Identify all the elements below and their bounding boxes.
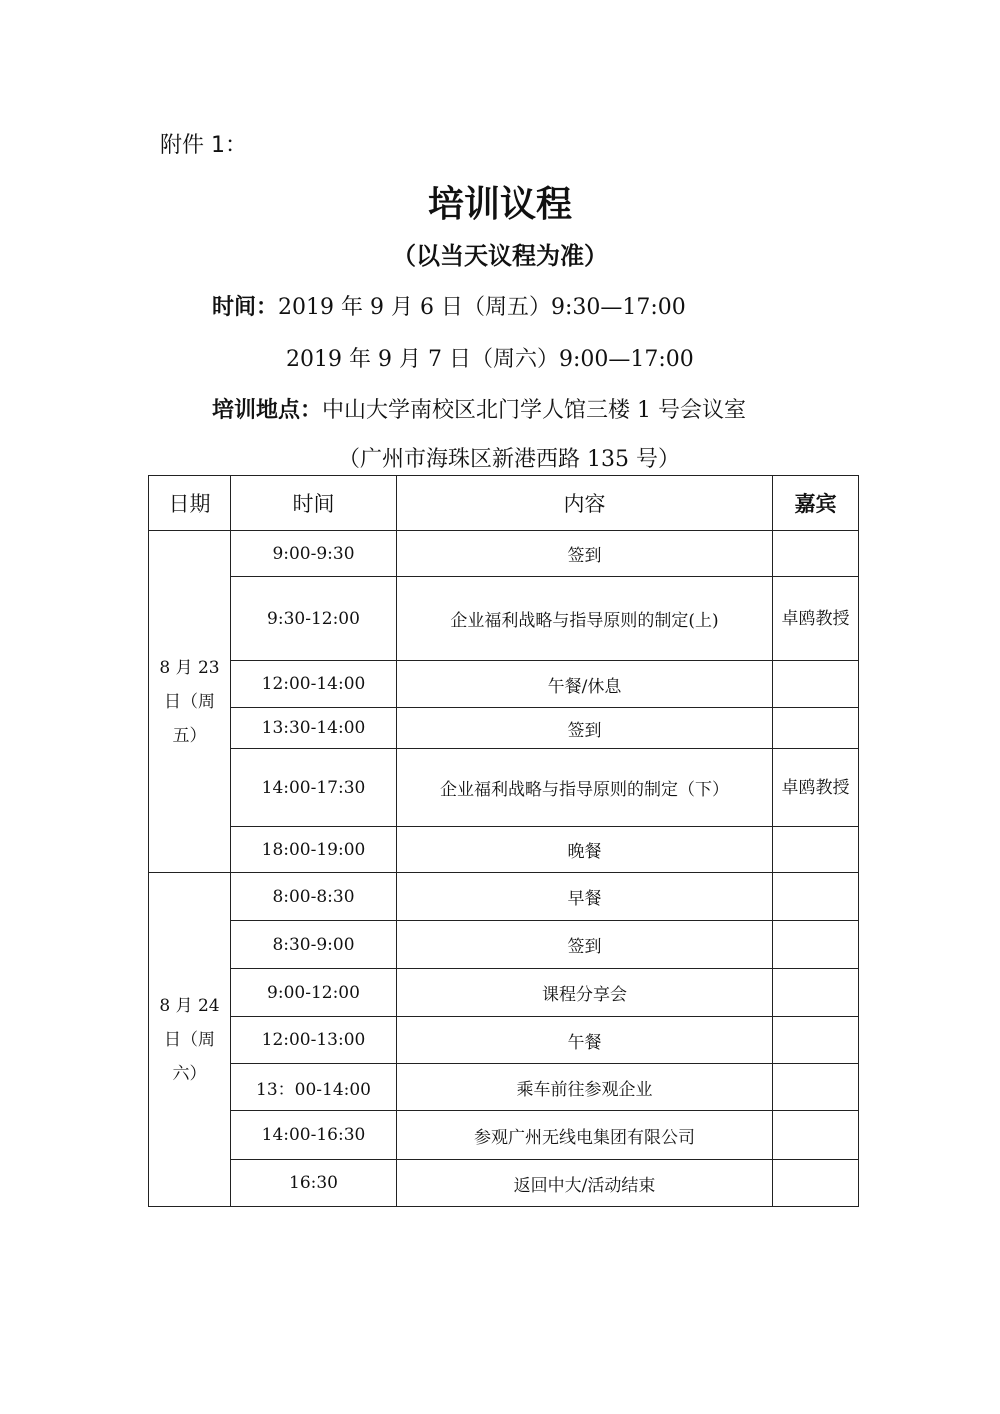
guest-cell bbox=[773, 873, 859, 921]
content-cell: 返回中大/活动结束 bbox=[397, 1160, 773, 1207]
table-row bbox=[149, 708, 859, 749]
table-row bbox=[149, 1064, 859, 1111]
guest-cell: 卓鸥教授 bbox=[773, 749, 859, 827]
guest-cell bbox=[773, 661, 859, 708]
table-row bbox=[149, 661, 859, 708]
content-cell: 签到 bbox=[397, 921, 773, 969]
time-cell: 12:00-14:00 bbox=[231, 661, 397, 708]
time-cell: 16:30 bbox=[231, 1160, 397, 1207]
time-cell: 12:00-13:00 bbox=[231, 1017, 397, 1064]
content-cell: 签到 bbox=[397, 531, 773, 577]
guest-cell bbox=[773, 827, 859, 873]
guest-cell bbox=[773, 921, 859, 969]
time-cell: 14:00-16:30 bbox=[231, 1111, 397, 1160]
agenda-table bbox=[148, 475, 859, 1207]
time-cell: 8:30-9:00 bbox=[231, 921, 397, 969]
content-cell: 企业福利战略与指导原则的制定（下） bbox=[397, 749, 773, 827]
guest-cell bbox=[773, 708, 859, 749]
page-subtitle: （以当天议程为准） bbox=[392, 242, 608, 270]
table-row bbox=[149, 969, 859, 1017]
header-time: 时间 bbox=[231, 476, 397, 531]
header-content: 内容 bbox=[397, 476, 773, 531]
time-day1: 2019 年 9 月 6 日（周五）9:30—17:00 bbox=[278, 295, 686, 320]
content-cell: 午餐/休息 bbox=[397, 661, 773, 708]
table-row bbox=[149, 1111, 859, 1160]
attachment-label: 附件 1： bbox=[160, 133, 247, 158]
time-line-day1 bbox=[212, 290, 686, 321]
table-row bbox=[149, 873, 859, 921]
location-label: 培训地点： bbox=[212, 398, 323, 423]
header-guest: 嘉宾 bbox=[773, 476, 859, 531]
content-cell: 企业福利战略与指导原则的制定(上) bbox=[397, 577, 773, 661]
table-row bbox=[149, 531, 859, 577]
guest-cell bbox=[773, 1160, 859, 1207]
time-cell: 13:30-14:00 bbox=[231, 708, 397, 749]
guest-cell bbox=[773, 969, 859, 1017]
time-label: 时间： bbox=[212, 295, 279, 320]
date-cell-day2: 8 月 24 日（周六） bbox=[149, 873, 231, 1207]
guest-cell: 卓鸥教授 bbox=[773, 577, 859, 661]
location-value: 中山大学南校区北门学人馆三楼 1 号会议室 bbox=[322, 398, 747, 423]
table-row bbox=[149, 577, 859, 661]
content-cell: 早餐 bbox=[397, 873, 773, 921]
time-cell: 9:30-12:00 bbox=[231, 577, 397, 661]
time-cell: 14:00-17:30 bbox=[231, 749, 397, 827]
time-cell: 18:00-19:00 bbox=[231, 827, 397, 873]
time-day2: 2019 年 9 月 7 日（周六）9:00—17:00 bbox=[286, 347, 694, 372]
header-date: 日期 bbox=[149, 476, 231, 531]
guest-cell bbox=[773, 1111, 859, 1160]
table-row bbox=[149, 1160, 859, 1207]
date-cell-day1: 8 月 23 日（周五） bbox=[149, 531, 231, 873]
table-row bbox=[149, 1017, 859, 1064]
time-cell: 9:00-9:30 bbox=[231, 531, 397, 577]
content-cell: 午餐 bbox=[397, 1017, 773, 1064]
time-cell: 13：00-14:00 bbox=[231, 1064, 397, 1111]
guest-cell bbox=[773, 1017, 859, 1064]
location-line bbox=[212, 393, 746, 424]
content-cell: 乘车前往参观企业 bbox=[397, 1064, 773, 1111]
time-cell: 8:00-8:30 bbox=[231, 873, 397, 921]
content-cell: 签到 bbox=[397, 708, 773, 749]
time-cell: 9:00-12:00 bbox=[231, 969, 397, 1017]
guest-cell bbox=[773, 1064, 859, 1111]
content-cell: 参观广州无线电集团有限公司 bbox=[397, 1111, 773, 1160]
guest-cell bbox=[773, 531, 859, 577]
table-header-row bbox=[149, 476, 859, 531]
table-row bbox=[149, 921, 859, 969]
table-row bbox=[149, 749, 859, 827]
content-cell: 课程分享会 bbox=[397, 969, 773, 1017]
table-row bbox=[149, 827, 859, 873]
page-title: 培训议程 bbox=[427, 183, 572, 225]
content-cell: 晚餐 bbox=[397, 827, 773, 873]
address: （广州市海珠区新港西路 135 号） bbox=[338, 447, 680, 472]
